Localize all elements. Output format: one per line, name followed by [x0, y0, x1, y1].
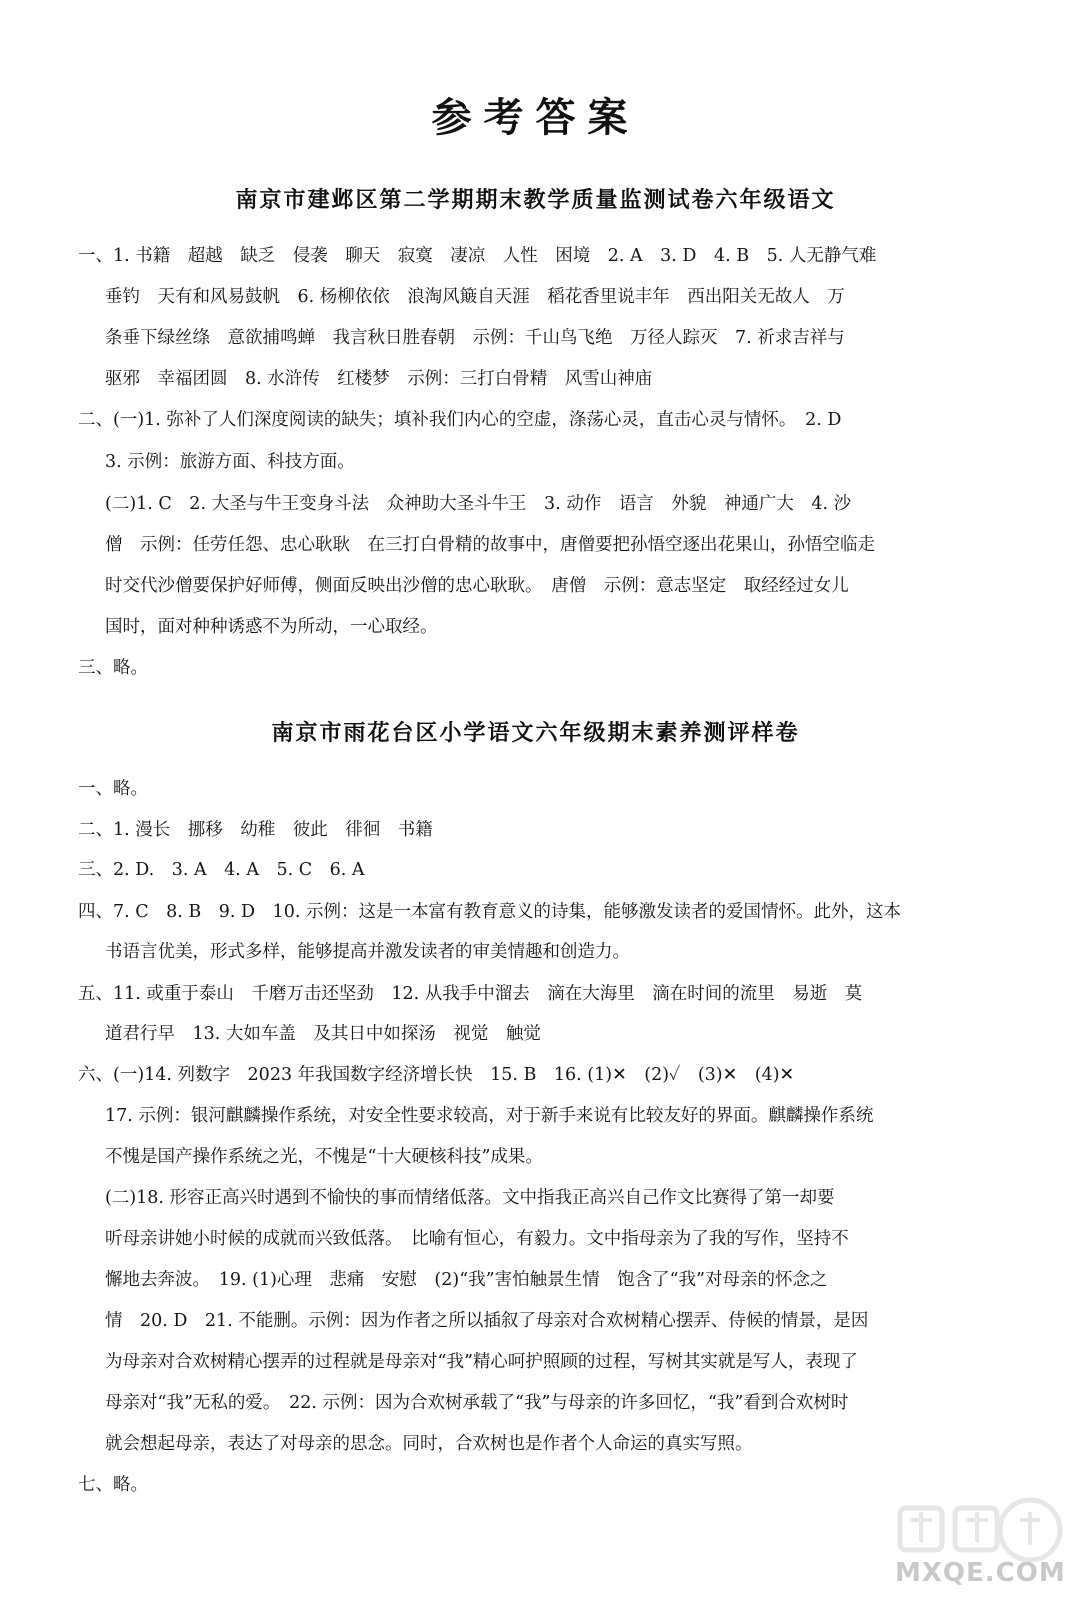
- answer-line: 国时，面对种种诱惑不为所动，一心取经。: [105, 617, 438, 637]
- answer-line: 僧 示例：任劳任怨、忠心耿耿 在三打白骨精的故事中，唐僧要把孙悟空逐出花果山，孙悟空临走: [105, 535, 875, 555]
- answer-line: 垂钓 天有和风易鼓帆 6. 杨柳依依 浪淘风簸自天涯 稻花香里说丰年 西出阳关无故人 万: [105, 287, 845, 307]
- answer-line: 就会想起母亲，表达了对母亲的思念。同时，合欢树也是作者个人命运的真实写照。: [105, 1434, 753, 1454]
- answer-line: 懈地去奔波。 19. (1)心理 悲痛 安慰 (2)“我”害怕触景生情 饱含了“我”对母亲的怀念之: [105, 1270, 828, 1290]
- answer-line: 二、1. 漫长 挪移 幼稚 彼此 徘徊 书籍: [78, 820, 433, 840]
- answer-line: (二)1. C 2. 大圣与牛王变身斗法 众神助大圣斗牛王 3. 动作 语言 外貌 神通广大 4. 沙: [105, 494, 852, 514]
- answer-line: 不愧是国产操作系统之光，不愧是“十大硬核科技”成果。: [105, 1147, 543, 1167]
- section-title-yuhuatai: 南京市雨花台区小学语文六年级期末素养测评样卷: [271, 721, 800, 746]
- answer-line: 四、7. C 8. B 9. D 10. 示例：这是一本富有教育意义的诗集，能够激发读者的爱国情怀。此外，这本: [78, 902, 901, 922]
- answer-line: 二、(一)1. 弥补了人们深度阅读的缺失；填补我们内心的空虚，涤荡心灵，直击心灵与情怀。 2. D: [78, 410, 842, 430]
- answer-line: 时交代沙僧要保护好师傅，侧面反映出沙僧的忠心耿耿。 唐僧 示例：意志坚定 取经经过女儿: [105, 576, 849, 596]
- answer-line: 条垂下绿丝绦 意欲捕鸣蝉 我言秋日胜春朝 示例：千山鸟飞绝 万径人踪灭 7. 祈求吉祥与: [105, 328, 845, 348]
- answer-line: 五、11. 或重于泰山 千磨万击还坚劲 12. 从我手中溜去 滴在大海里 滴在时间的流里 易逝 莫: [78, 984, 863, 1004]
- answer-line: 驱邪 幸福团圆 8. 水浒传 红楼梦 示例：三打白骨精 风雪山神庙: [105, 369, 653, 389]
- answer-line: 书语言优美，形式多样，能够提高并激发读者的审美情趣和创造力。: [105, 942, 630, 962]
- page-title: 参考答案: [431, 95, 640, 141]
- answer-line: 一、略。: [78, 779, 148, 799]
- answer-line: 为母亲对合欢树精心摆弄的过程就是母亲对“我”精心呵护照顾的过程，写树其实就是写人，表现了: [105, 1352, 858, 1372]
- answer-line: 母亲对“我”无私的爱。 22. 示例：因为合欢树承载了“我”与母亲的许多回忆，“我”看到合欢树时: [105, 1393, 849, 1413]
- answer-line: 3. 示例：旅游方面、科技方面。: [105, 452, 355, 472]
- answer-line: 道君行早 13. 大如车盖 及其日中如探汤 视觉 触觉: [105, 1024, 541, 1044]
- answer-line: (二)18. 形容正高兴时遇到不愉快的事而情绪低落。文中指我正高兴自己作文比赛得了第一却要: [105, 1188, 835, 1208]
- answer-line: 三、略。: [78, 658, 148, 678]
- answer-line: 情 20. D 21. 不能删。示例：因为作者之所以插叙了母亲对合欢树精心摆弄、侍候的情景，是因: [105, 1311, 869, 1331]
- answer-line: 17. 示例：银河麒麟操作系统，对安全性要求较高，对于新手来说有比较友好的界面。麒麟操作系统: [105, 1106, 874, 1126]
- watermark-text: MXQE.COM: [895, 1558, 1066, 1588]
- answer-line: 听母亲讲她小时候的成就而兴致低落。 比喻有恒心，有毅力。文中指母亲为了我的写作，坚持不: [105, 1229, 849, 1249]
- answer-line: 六、(一)14. 列数字 2023 年我国数字经济增长快 15. B 16. (1)✕ (2)✓ (3)✕ (4)✕: [78, 1065, 795, 1085]
- answer-line: 七、略。: [78, 1475, 148, 1495]
- answer-line: 一、1. 书籍 超越 缺乏 侵袭 聊天 寂寞 凄凉 人性 困境 2. A 3. D 4. B 5. 人无静气难: [78, 246, 877, 266]
- answer-line: 三、2. D. 3. A 4. A 5. C 6. A: [78, 860, 365, 880]
- section-title-jianye: 南京市建邺区第二学期期末教学质量监测试卷六年级语文: [235, 188, 836, 213]
